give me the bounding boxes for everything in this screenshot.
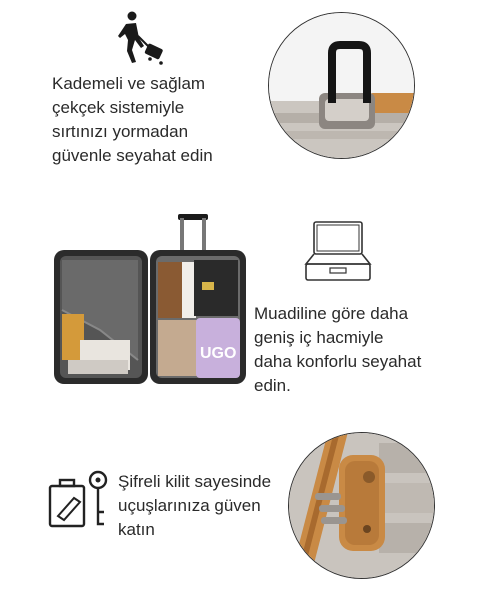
text-line: geniş iç hacmiyle xyxy=(254,328,384,347)
text-line: güvenle seyahat edin xyxy=(52,146,213,165)
text-line: edin. xyxy=(254,376,291,395)
text-line: Muadiline göre daha xyxy=(254,304,409,323)
open-suitcase-photo xyxy=(50,210,250,390)
lock-photo xyxy=(288,432,435,579)
text-line: Şifreli kilit sayesinde xyxy=(118,472,272,491)
traveler-with-suitcase-icon xyxy=(110,10,170,65)
open-suitcase-icon xyxy=(302,218,374,284)
text-line: çekçek sistemiyle xyxy=(52,98,185,117)
text-line: katın xyxy=(118,520,155,539)
luggage-key-icon xyxy=(48,468,112,532)
text-line: sırtınızı yormadan xyxy=(52,122,189,141)
feature-handle-text xyxy=(52,72,213,168)
text-line: Kademeli ve sağlam xyxy=(52,74,206,93)
text-line: daha konforlu seyahat xyxy=(254,352,422,371)
feature-capacity-text xyxy=(254,302,421,398)
feature-lock-text xyxy=(118,470,271,542)
shirt-print-text: UGO xyxy=(200,345,237,362)
handle-photo xyxy=(268,12,415,159)
text-line: uçuşlarınıza güven xyxy=(118,496,261,515)
